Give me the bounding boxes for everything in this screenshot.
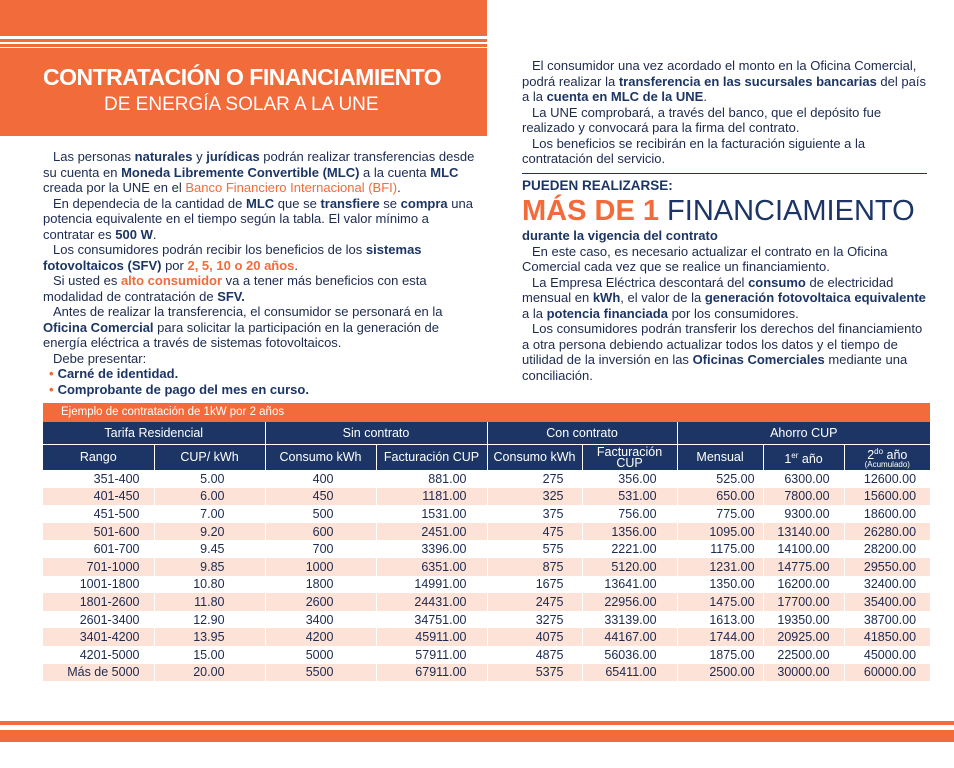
paragraph-descontara: La Empresa Eléctrica descontará del consumo de electricidad mensual en kWh, el valor de la generación fotovoltaica equivalente a la potencia financiada por los consumidores.	[522, 274, 926, 321]
table-cell: 17700.00	[763, 593, 844, 611]
bullet-dot-icon: •	[49, 381, 54, 397]
table-cell: 2451.00	[376, 523, 487, 541]
table-cell: 5500	[265, 664, 376, 682]
header-stripe	[0, 47, 487, 48]
table-row	[43, 611, 930, 629]
table-cell: 16200.00	[763, 576, 844, 594]
table-cell: 1001-1800	[43, 576, 154, 594]
table-cell: 4875	[487, 646, 582, 664]
table-cell: 1531.00	[376, 505, 487, 523]
table-cell: 2500.00	[677, 664, 763, 682]
table-cell: 1356.00	[582, 523, 677, 541]
table-cell: 1095.00	[677, 523, 763, 541]
table-cell: 650.00	[677, 488, 763, 506]
table-cell: 60000.00	[844, 664, 930, 682]
paragraph-transferir-derechos: Los consumidores podrán transferir los derechos del financiamiento a otra persona debiendo actualizar todos los datos y el tiempo de utilidad de la inversión en las Oficinas Comerciales mediante una conciliación.	[522, 321, 923, 383]
column-header: Facturación CUP	[582, 445, 677, 471]
table-cell: 375	[487, 505, 582, 523]
column-header: Mensual	[677, 445, 763, 471]
table-cell: 22500.00	[763, 646, 844, 664]
paragraph-dependencia: En dependecia de la cantidad de MLC que se transfiere se compra una potencia equivalente en el tiempo según la tabla. El valor mínimo a contratar es 500 W.	[43, 195, 473, 242]
section-subheading: durante la vigencia del contrato	[522, 228, 718, 243]
table-cell: 1801-2600	[43, 593, 154, 611]
page-subtitle: DE ENERGÍA SOLAR A LA UNE	[104, 94, 379, 115]
table-row	[43, 664, 930, 682]
table-cell: 67911.00	[376, 664, 487, 682]
column-header: Consumo kWh	[487, 445, 582, 471]
column-header: Facturación CUP	[376, 445, 487, 471]
table-cell: 9300.00	[763, 505, 844, 523]
table-cell: 20925.00	[763, 628, 844, 646]
divider	[522, 173, 927, 174]
table-cell: 35400.00	[844, 593, 930, 611]
paragraph-alto-consumidor: Si usted es alto consumidor va a tener más beneficios con esta modalidad de contratación de SFV.	[43, 273, 427, 304]
table-cell: 525.00	[677, 470, 763, 488]
table-cell: 13140.00	[763, 523, 844, 541]
table-cell: 1675	[487, 576, 582, 594]
table-row	[43, 470, 930, 488]
table-cell: 356.00	[582, 470, 677, 488]
table-cell: 756.00	[582, 505, 677, 523]
table-cell: 3400	[265, 611, 376, 629]
table-cell: Más de 5000	[43, 664, 154, 682]
table-cell: 1181.00	[376, 488, 487, 506]
table-cell: 10.80	[154, 576, 265, 594]
paragraph-comprobara: La UNE comprobará, a través del banco, que el depósito fue realizado y convocará para la firma del contrato.	[522, 104, 882, 135]
table-cell: 14100.00	[763, 540, 844, 558]
table-cell: 531.00	[582, 488, 677, 506]
table-cell: 12600.00	[844, 470, 930, 488]
section-label: PUEDEN REALIZARSE:	[522, 177, 673, 193]
table-cell: 4075	[487, 628, 582, 646]
table-cell: 6300.00	[763, 470, 844, 488]
table-cell: 1231.00	[677, 558, 763, 576]
table-cell: 775.00	[677, 505, 763, 523]
table-cell: 9.85	[154, 558, 265, 576]
table-cell: 1744.00	[677, 628, 763, 646]
table-cell: 13.95	[154, 628, 265, 646]
tariff-table	[43, 422, 930, 681]
left-column	[43, 149, 483, 397]
table-cell: 44167.00	[582, 628, 677, 646]
paragraph-oficina-comercial: El consumidor una vez acordado el monto en la Oficina Comercial, podrá realizar la transferencia en las sucursales bancarias del país a la cuenta en MLC de la UNE.	[522, 58, 926, 104]
table-row	[43, 523, 930, 541]
column-header: 1er año	[763, 445, 844, 471]
table-cell: 351-400	[43, 470, 154, 488]
table-row	[43, 646, 930, 664]
table-cell: 1000	[265, 558, 376, 576]
table-cell: 34751.00	[376, 611, 487, 629]
table-cell: 1350.00	[677, 576, 763, 594]
table-cell: 701-1000	[43, 558, 154, 576]
table-cell: 325	[487, 488, 582, 506]
table-cell: 14991.00	[376, 576, 487, 594]
table-cell: 5375	[487, 664, 582, 682]
group-header: Ahorro CUP	[677, 422, 930, 445]
table-cell: 2475	[487, 593, 582, 611]
table-cell: 38700.00	[844, 611, 930, 629]
header-banner	[0, 0, 487, 136]
table-cell: 3396.00	[376, 540, 487, 558]
column-header: CUP/ kWh	[154, 445, 265, 471]
table-cell: 33139.00	[582, 611, 677, 629]
group-header: Sin contrato	[265, 422, 487, 445]
header-stripe	[0, 42, 487, 44]
table-cell: 451-500	[43, 505, 154, 523]
table-cell: 1875.00	[677, 646, 763, 664]
bullet-item: • Comprobante de pago del mes en curso.	[49, 381, 309, 397]
table-row	[43, 576, 930, 594]
table-cell: 7.00	[154, 505, 265, 523]
table-cell: 13641.00	[582, 576, 677, 594]
table-cell: 29550.00	[844, 558, 930, 576]
table-row	[43, 593, 930, 611]
table-cell: 600	[265, 523, 376, 541]
table-cell: 19350.00	[763, 611, 844, 629]
table-cell: 2601-3400	[43, 611, 154, 629]
table-cell: 450	[265, 488, 376, 506]
table-cell: 400	[265, 470, 376, 488]
table-cell: 9.45	[154, 540, 265, 558]
table-cell: 2600	[265, 593, 376, 611]
table-cell: 881.00	[376, 470, 487, 488]
column-header: Consumo kWh	[265, 445, 376, 471]
table-cell: 20.00	[154, 664, 265, 682]
table-cell: 875	[487, 558, 582, 576]
footer-stripe	[0, 721, 954, 725]
table-cell: 41850.00	[844, 628, 930, 646]
table-cell: 275	[487, 470, 582, 488]
table-row	[43, 558, 930, 576]
table-cell: 26280.00	[844, 523, 930, 541]
table-cell: 11.80	[154, 593, 265, 611]
table-cell: 45000.00	[844, 646, 930, 664]
table-cell: 12.90	[154, 611, 265, 629]
table-cell: 601-700	[43, 540, 154, 558]
table-cell: 5000	[265, 646, 376, 664]
table-cell: 4200	[265, 628, 376, 646]
table-cell: 1475.00	[677, 593, 763, 611]
table-cell: 501-600	[43, 523, 154, 541]
table-cell: 32400.00	[844, 576, 930, 594]
table-cell: 5.00	[154, 470, 265, 488]
page-title: CONTRATACIÓN O FINANCIAMIENTO	[43, 64, 442, 90]
table-cell: 401-450	[43, 488, 154, 506]
table-cell: 5120.00	[582, 558, 677, 576]
paragraph-debe-presentar: Debe presentar:	[53, 350, 147, 366]
column-header: $2^{do}$ año (Acumulado)	[844, 445, 930, 471]
table-cell: 18600.00	[844, 505, 930, 523]
right-column	[522, 58, 927, 383]
table-cell: 30000.00	[763, 664, 844, 682]
bullet-item: • Carné de identidad.	[49, 366, 179, 381]
column-header: Rango	[43, 445, 154, 471]
table-cell: 1800	[265, 576, 376, 594]
table-cell: 6351.00	[376, 558, 487, 576]
footer-band	[0, 730, 954, 742]
table-cell: 700	[265, 540, 376, 558]
table-cell: 1175.00	[677, 540, 763, 558]
paragraph-transfer: Las personas naturales y jurídicas podrán realizar transferencias desde su cuenta en Moneda Libremente Convertible (MLC) a la cuenta MLC creada por la UNE en el Banco Financiero Internacional (BFI).	[43, 149, 475, 195]
table-cell: 28200.00	[844, 540, 930, 558]
table-row	[43, 540, 930, 558]
table-row	[43, 628, 930, 646]
table-cell: 15.00	[154, 646, 265, 664]
table-row	[43, 505, 930, 523]
table-cell: 22956.00	[582, 593, 677, 611]
paragraph-actualizar: En este caso, es necesario actualizar el contrato en la Oficina Comercial cada vez que se realice un financiamiento.	[522, 243, 888, 274]
paragraph-facturacion: Los beneficios se recibirán en la facturación siguiente a la contratación del servicio.	[522, 135, 866, 166]
table-cell: 3275	[487, 611, 582, 629]
table-cell: 500	[265, 505, 376, 523]
group-header: Con contrato	[487, 422, 677, 445]
section-heading: MÁS DE 1 FINANCIAMIENTO	[522, 195, 915, 227]
table-cell: 57911.00	[376, 646, 487, 664]
table-cell: 2221.00	[582, 540, 677, 558]
table-cell: 45911.00	[376, 628, 487, 646]
paragraph-oficina: Antes de realizar la transferencia, el consumidor se personará en la Oficina Comercial para solicitar la participación en la generación de energía eléctrica a través de sistemas fotovoltaicos.	[43, 304, 443, 350]
table-cell: 475	[487, 523, 582, 541]
group-header: Tarifa Residencial	[43, 422, 265, 445]
table-cell: 3401-4200	[43, 628, 154, 646]
table-cell: 6.00	[154, 488, 265, 506]
header-stripe	[0, 36, 487, 39]
table-cell: 15600.00	[844, 488, 930, 506]
table-caption: Ejemplo de contratación de 1kW por 2 años	[43, 403, 930, 422]
table-cell: 575	[487, 540, 582, 558]
bullet-dot-icon: •	[49, 366, 54, 381]
table-row	[43, 488, 930, 506]
table-cell: 65411.00	[582, 664, 677, 682]
table-cell: 56036.00	[582, 646, 677, 664]
table-cell: 14775.00	[763, 558, 844, 576]
table-cell: 9.20	[154, 523, 265, 541]
paragraph-beneficios: Los consumidores podrán recibir los beneficios de los sistemas fotovoltaicos (SFV) por 2, 5, 10 o 20 años.	[43, 242, 422, 273]
table-cell: 1613.00	[677, 611, 763, 629]
table-cell: 24431.00	[376, 593, 487, 611]
table-cell: 7800.00	[763, 488, 844, 506]
table-cell: 4201-5000	[43, 646, 154, 664]
